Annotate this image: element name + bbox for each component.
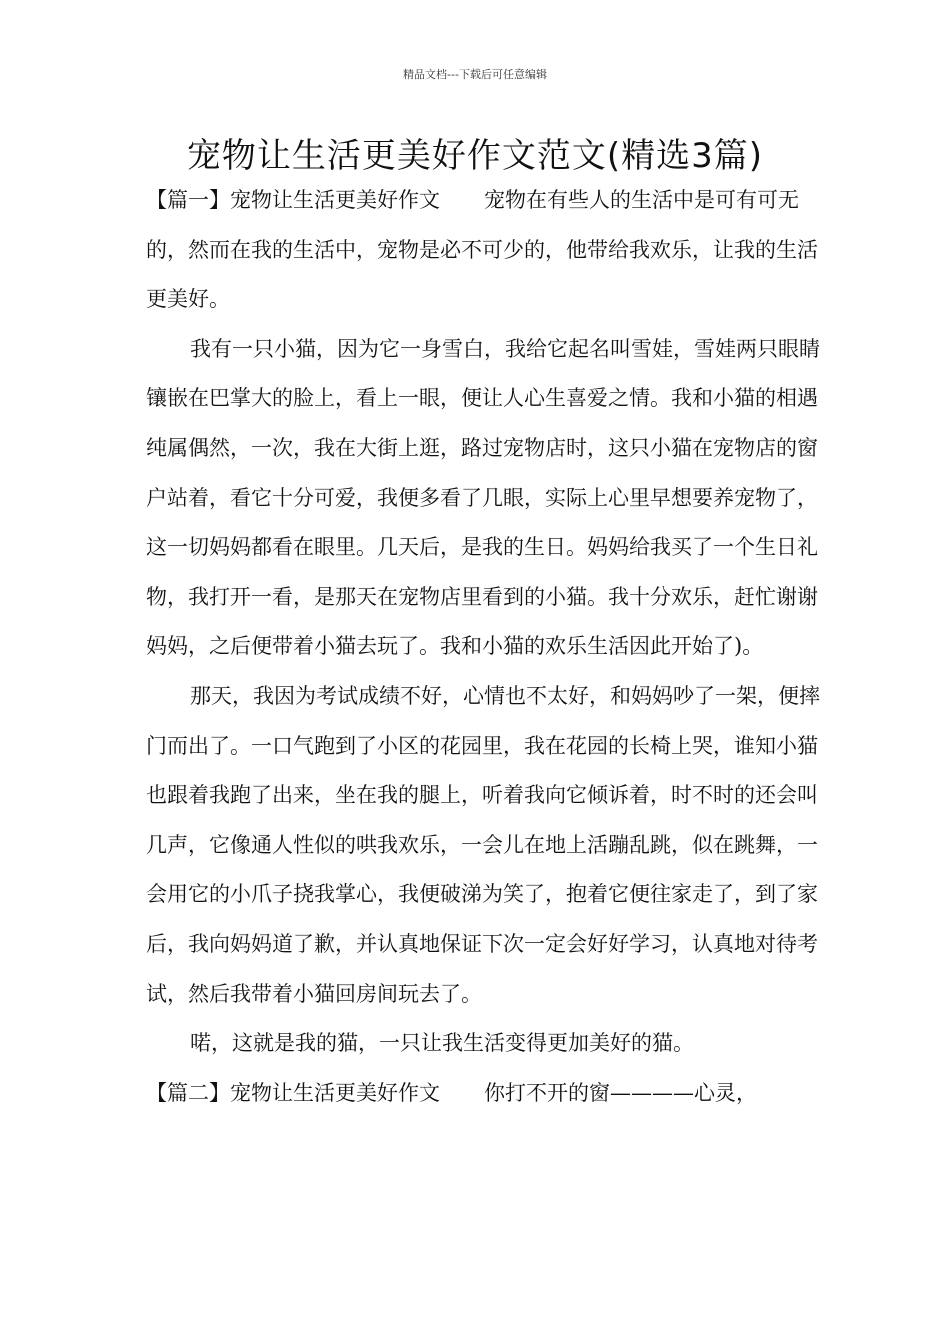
section-two-lead: 你打不开的窗————心灵， [484,1080,757,1105]
section-two-heading: 【篇二】宠物让生活更美好作文 [146,1080,440,1105]
section-two-intro [146,1069,826,1119]
paragraph-cat-meeting: 我有一只小猫，因为它一身雪白，我给它起名叫雪娃，雪娃两只眼睛镶嵌在巴掌大的脸上，看上一眼，便让人心生喜爱之情。我和小猫的相遇纯属偶然，一次，我在大街上逛，路过宠物店时，这只小猫在宠物店的窗户站着，看它十分可爱，我便多看了几眼，实际上心里早想要养宠物了，这一切妈妈都看在眼里。几天后，是我的生日。妈妈给我买了一个生日礼物，我打开一看，是那天在宠物店里看到的小猫。我十分欢乐，赶忙谢谢妈妈，之后便带着小猫去玩了。我和小猫的欢乐生活因此开始了)。 [146,336,820,659]
header-note: 精品文档---下载后可任意编辑 [403,68,547,81]
page-title: 宠物让生活更美好作文范文(精选3篇) [186,136,764,176]
paragraph-conclusion: 喏，这就是我的猫，一只让我生活变得更加美好的猫。 [190,1031,694,1056]
section-one-heading: 【篇一】宠物让生活更美好作文 [146,188,440,212]
paragraph-cat-comfort: 那天，我因为考试成绩不好，心情也不太好，和妈妈吵了一架，便摔门而出了。一口气跑到了小区的花园里，我在花园的长椅上哭，谁知小猫也跟着我跑了出来，坐在我的腿上，听着我向它倾诉着，时不时的还会叫几声，它像通人性似的哄我欢乐，一会儿在地上活蹦乱跳，似在跳舞，一会用它的小爪子挠我掌心，我便破涕为笑了，抱着它便往家走了，到了家后，我向妈妈道了歉，并认真地保证下次一定会好好学习，认真地对待考试，然后我带着小猫回房间玩去了。 [146,683,820,1006]
section-one-lead: 宠物在有些人的生活中是可有可无的，然而在我的生活中，宠物是必不可少的，他带给我欢乐，让我的生活更美好。 [146,188,818,312]
document-body [146,176,826,1118]
section-one-intro [146,176,826,325]
